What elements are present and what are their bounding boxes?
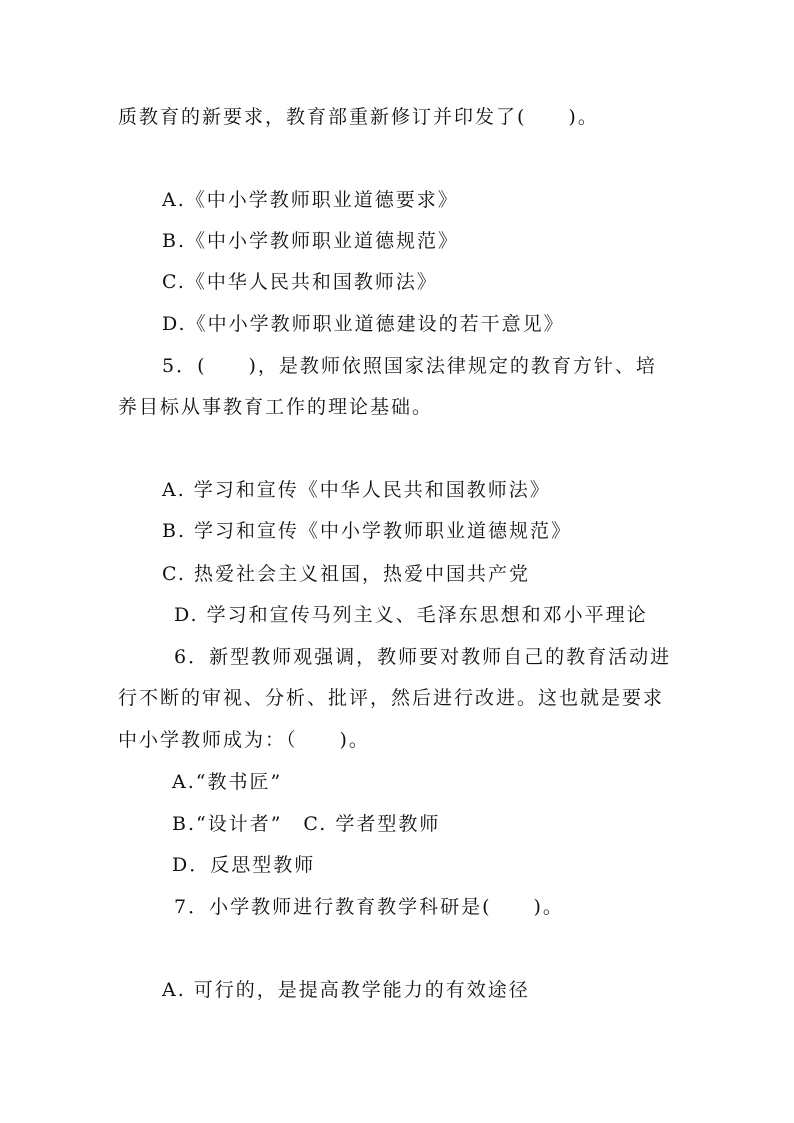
question-6-text-line-2: 行不断的审视、分析、批评，然后进行改进。这也就是要求 bbox=[118, 687, 665, 709]
question-6-text-line-3: 中小学教师成为：（ )。 bbox=[118, 729, 370, 751]
question-5-text-line-2: 养目标从事教育工作的理论基础。 bbox=[118, 396, 434, 418]
question-7-text: 7．小学教师进行教育教学科研是( )。 bbox=[174, 896, 564, 918]
q7-option-a: A. 可行的，是提高教学能力的有效途径 bbox=[162, 979, 530, 1001]
q6-option-d: D．反思型教师 bbox=[172, 854, 316, 876]
question-5-text-line-1: 5．( )，是教师依照国家法律规定的教育方针、培 bbox=[162, 355, 657, 377]
q6-option-a: A.“教书匠” bbox=[172, 771, 283, 793]
q5-option-d: D. 学习和宣传马列主义、毛泽东思想和邓小平理论 bbox=[174, 604, 648, 626]
question-4-continuation: 质教育的新要求，教育部重新修订并印发了( )。 bbox=[118, 106, 599, 128]
q4-option-d: D.《中小学教师职业道德建设的若干意见》 bbox=[162, 313, 565, 335]
q5-option-a: A. 学习和宣传《中华人民共和国教师法》 bbox=[162, 479, 551, 501]
q4-option-c: C.《中华人民共和国教师法》 bbox=[162, 271, 438, 293]
q4-option-b: B.《中小学教师职业道德规范》 bbox=[162, 230, 460, 252]
question-6-text-line-1: 6．新型教师观强调，教师要对教师自己的教育活动进 bbox=[174, 646, 672, 668]
q6-option-b-c: B.“设计者” C. 学者型教师 bbox=[172, 813, 441, 835]
q5-option-c: C. 热爱社会主义祖国，热爱中国共产党 bbox=[162, 563, 530, 585]
q4-option-a: A.《中小学教师职业道德要求》 bbox=[162, 189, 459, 211]
q5-option-b: B. 学习和宣传《中小学教师职业道德规范》 bbox=[162, 520, 573, 542]
